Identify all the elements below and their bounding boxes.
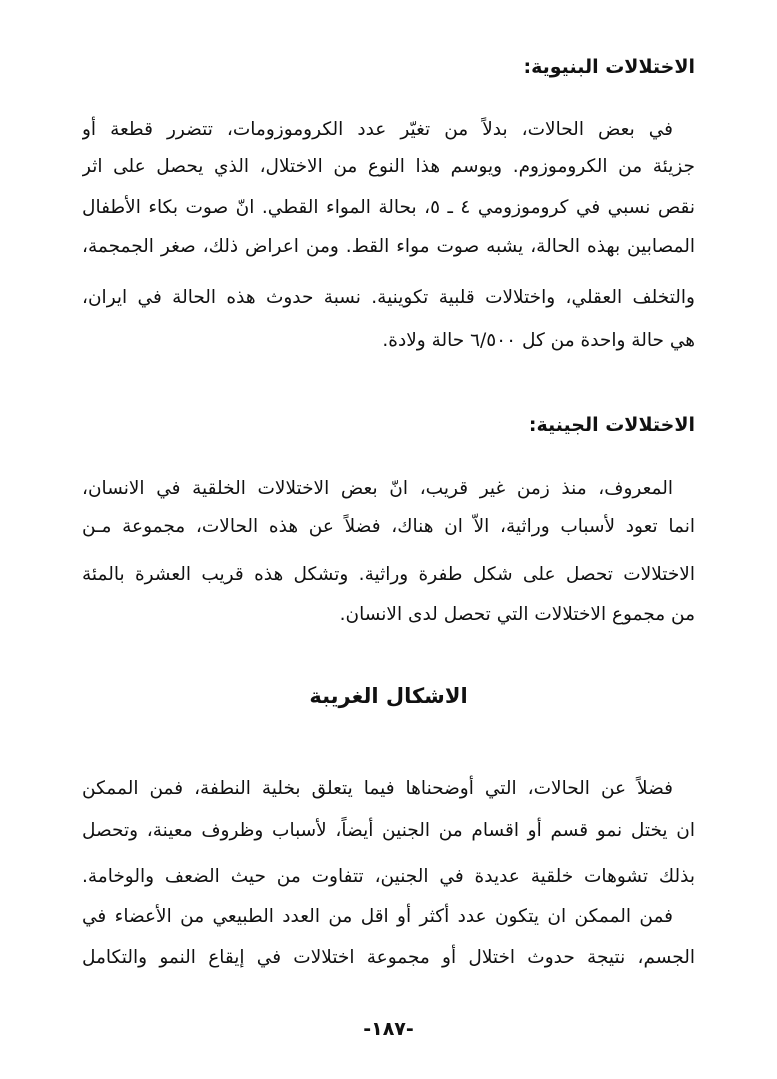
section-heading-genetic: الاختلالات الجينية: <box>528 414 695 436</box>
paragraph-line: هي حالة واحدة من كل ٦/٥٠٠ حالة ولادة. <box>382 330 695 351</box>
paragraph-line: الاختلالات تحصل على شكل طفرة وراثية. وتشكل هذه قريب العشرة بالمئة <box>82 564 695 585</box>
paragraph-line: فمن الممكن ان يتكون عدد أكثر أو اقل من العدد الطبيعي من الأعضاء في <box>82 906 673 927</box>
paragraph-line: جزيئة من الكروموزوم. ويوسم هذا النوع من الاختلال، الذي يحصل على اثر <box>82 156 695 177</box>
paragraph-line: بذلك تشوهات خلقية عديدة في الجنين، تتفاوت من حيث الضعف والوخامة. <box>82 866 695 887</box>
paragraph-line: من مجموع الاختلالات التي تحصل لدى الانسان. <box>339 604 695 625</box>
page-number: -١٨٧- <box>363 1018 414 1040</box>
paragraph-line: الجسم، نتيجة حدوث اختلال أو مجموعة اختلالات في إيقاع النمو والتكامل <box>82 947 695 968</box>
section-heading-structural: الاختلالات البنيوية: <box>523 56 695 78</box>
paragraph-line: ان يختل نمو قسم أو اقسام من الجنين أيضاً، لأسباب وظروف معينة، وتحصل <box>82 820 695 841</box>
paragraph-line: المصابين بهذه الحالة، يشبه صوت مواء القط. ومن اعراض ذلك، صغر الجمجمة، <box>82 236 695 257</box>
paragraph-line: فضلاً عن الحالات، التي أوضحناها فيما يتعلق بخلية النطفة، فمن الممكن <box>82 778 673 799</box>
paragraph-line: المعروف، منذ زمن غير قريب، انّ بعض الاختلالات الخلقية في الانسان، <box>82 478 673 499</box>
paragraph-line: انما تعود لأسباب وراثية، الاّ ان هناك، فضلاً عن هذه الحالات، مجموعة مـن <box>82 516 695 537</box>
paragraph-line: والتخلف العقلي، واختلالات قلبية تكوينية. نسبة حدوث هذه الحالة في ايران، <box>82 287 695 308</box>
paragraph-line: نقص نسبي في كروموزومي ٤ ـ ٥، بحالة المواء القطي. انّ صوت بكاء الأطفال <box>82 197 695 218</box>
chapter-title: الاشكال الغريبة <box>309 684 468 708</box>
paragraph-line: في بعض الحالات، بدلاً من تغيّر عدد الكروموزومات، تتضرر قطعة أو <box>82 119 673 140</box>
